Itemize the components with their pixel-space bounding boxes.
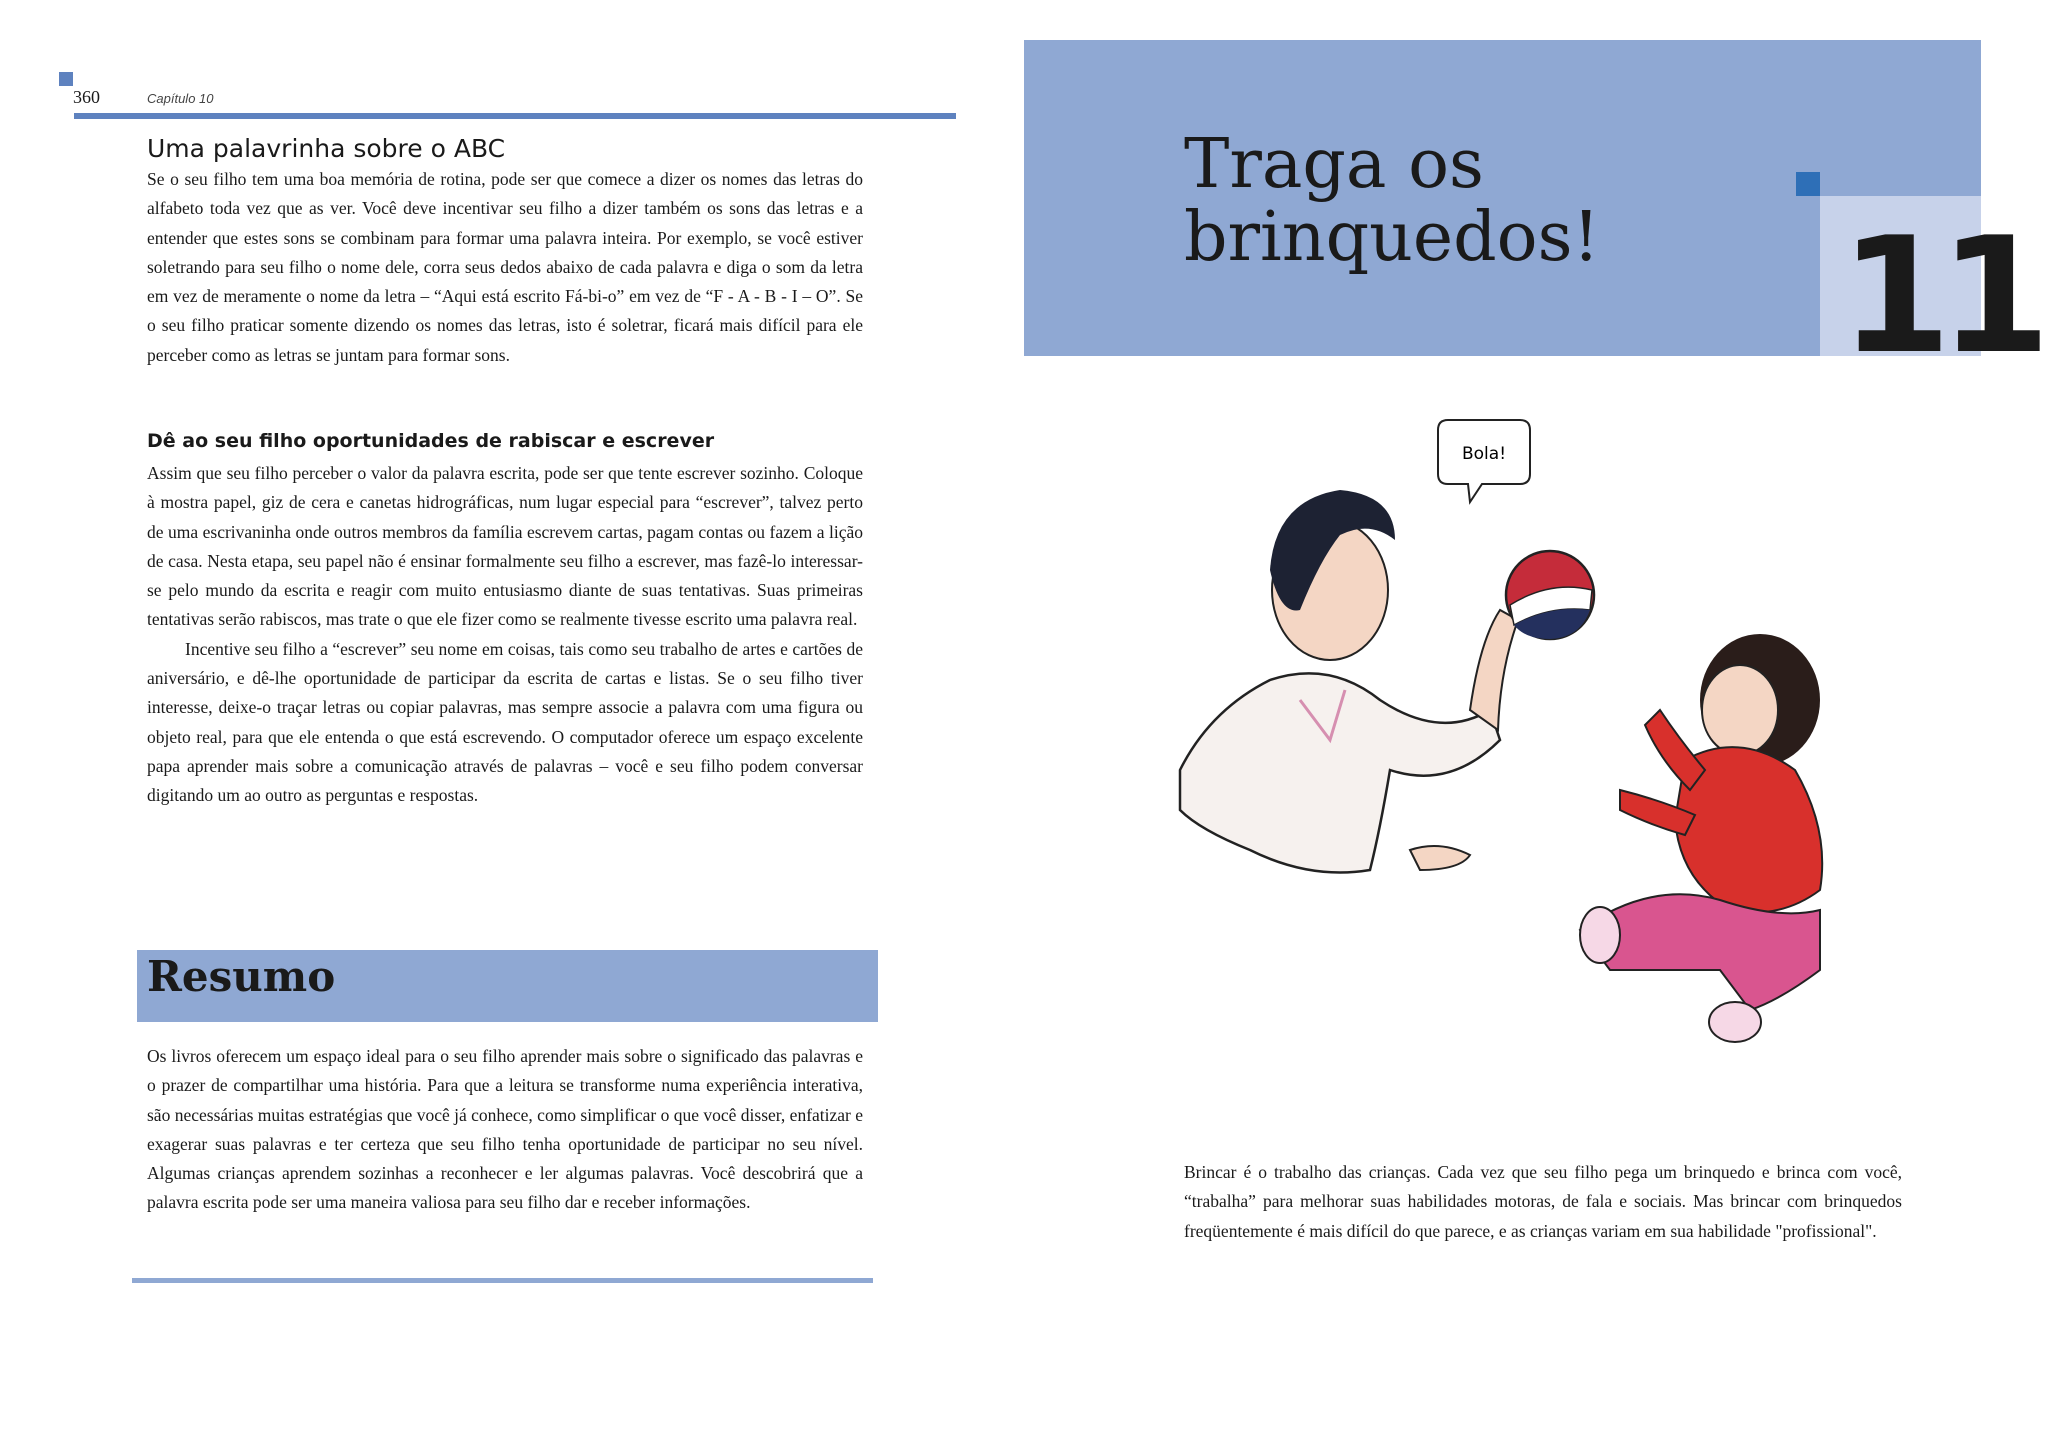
adult-figure [1180,490,1518,873]
speech-bubble-text: Bola! [1461,444,1507,464]
summary-body [147,1042,863,1218]
chapter-number-box [1820,196,2039,389]
header-rule [74,113,956,119]
child-figure [1580,634,1822,1042]
paragraph: Os livros oferecem um espaço ideal para o seu filho aprender mais sobre o significado das palavras e o prazer de compartilhar uma história. Para que a leitura se transforme numa experiência interativa, são necessárias muitas estratégias que você já conhece, como simplificar o que você disser, enfatizar e exagerar suas palavras e ter certeza que seu filho tenha oportunidade de participar no seu nível. Algumas crianças aprendem sozinhas a reconhecer e ler algumas palavras. Você descobrirá que a palavra escrita pode ser uma maneira valiosa para seu filho dar e receber informações. [147,1046,864,1213]
ball [1506,551,1594,639]
header-square-mark [59,72,73,86]
section-title-abc: Uma palavrinha sobre o ABC [147,134,506,163]
summary-title: Resumo [147,952,336,1001]
speech-bubble [1438,420,1530,502]
page-number: 360 [73,87,100,107]
paragraph: Brincar é o trabalho das crianças. Cada vez que seu filho pega um brinquedo e brinca com você, “trabalha” para melhorar suas habilidades motoras, de fala e sociais. Mas brincar com brinquedos freqüentemente é mais difícil do que parece, e as crianças variam em sua habilidade "profissional". [1184,1162,1902,1241]
section-title-writing: Dê ao seu filho oportunidades de rabiscar e escrever [147,430,715,452]
section-abc-body [147,165,863,370]
paragraph: Se o seu filho tem uma boa memória de rotina, pode ser que comece a dizer os nomes das letras do alfabeto toda vez que as ver. Você deve incentivar seu filho a dizer também os sons das letras e a entender que estes sons se combinam para formar uma palavra inteira. Por exemplo, se você estiver soletrando para seu filho o nome dele, corra seus dedos abaixo de cada palavra e diga o som da letra em vez de meramente o nome da letra – “Aqui está escrito Fá-bi-o” em vez de “F - A - B - I – O”. Se o seu filho praticar somente dizendo os nomes das letras, isto é soletrar, ficará mais difícil para ele perceber como as letras se juntam para formar sons. [147,169,863,365]
section-writing-body [147,459,863,811]
chapter-intro-body [1184,1158,1902,1246]
chapter-number: 11 [1840,202,2039,389]
chapter-title [1184,125,1600,277]
chapter-square-mark [1796,172,1820,196]
chapter-label: Capítulo 10 [147,91,214,106]
summary-bottom-rule [132,1278,873,1283]
illustration-playing-ball [1180,410,1916,1090]
chapter-title-line2: brinquedos! [1184,198,1600,277]
paragraph: Incentive seu filho a “escrever” seu nome em coisas, tais como seu trabalho de artes e cartões de aniversário, e dê-lhe oportunidade de participar da escrita de cartas e listas. Se o seu filho tiver interesse, deixe-o traçar letras ou copiar palavras, mas sempre associe a palavra com uma figura ou objeto real, para que ele entenda o que está escrevendo. O computador oferece um espaço excelente papa aprender mais sobre a comunicação através de palavras – você e seu filho podem conversar digitando um ao outro as perguntas e respostas. [147,638,863,806]
chapter-title-line1: Traga os [1184,125,1484,204]
paragraph: Assim que seu filho perceber o valor da palavra escrita, pode ser que tente escrever sozinho. Coloque à mostra papel, giz de cera e canetas hidrográficas, num lugar especial para “escrever”, talvez perto de uma escrivaninha onde outros membros da família escrevem cartas, pagam contas ou fazem a lição de casa. Nesta etapa, seu papel não é ensinar formalmente seu filho a escrever, mas fazê-lo interessar-se pelo mundo da escrita e reagir com muito entusiasmo diante de suas tentativas. Suas primeiras tentativas serão rabiscos, mas trate o que ele fizer como se realmente tivesse escrito uma palavra real. [147,463,863,630]
